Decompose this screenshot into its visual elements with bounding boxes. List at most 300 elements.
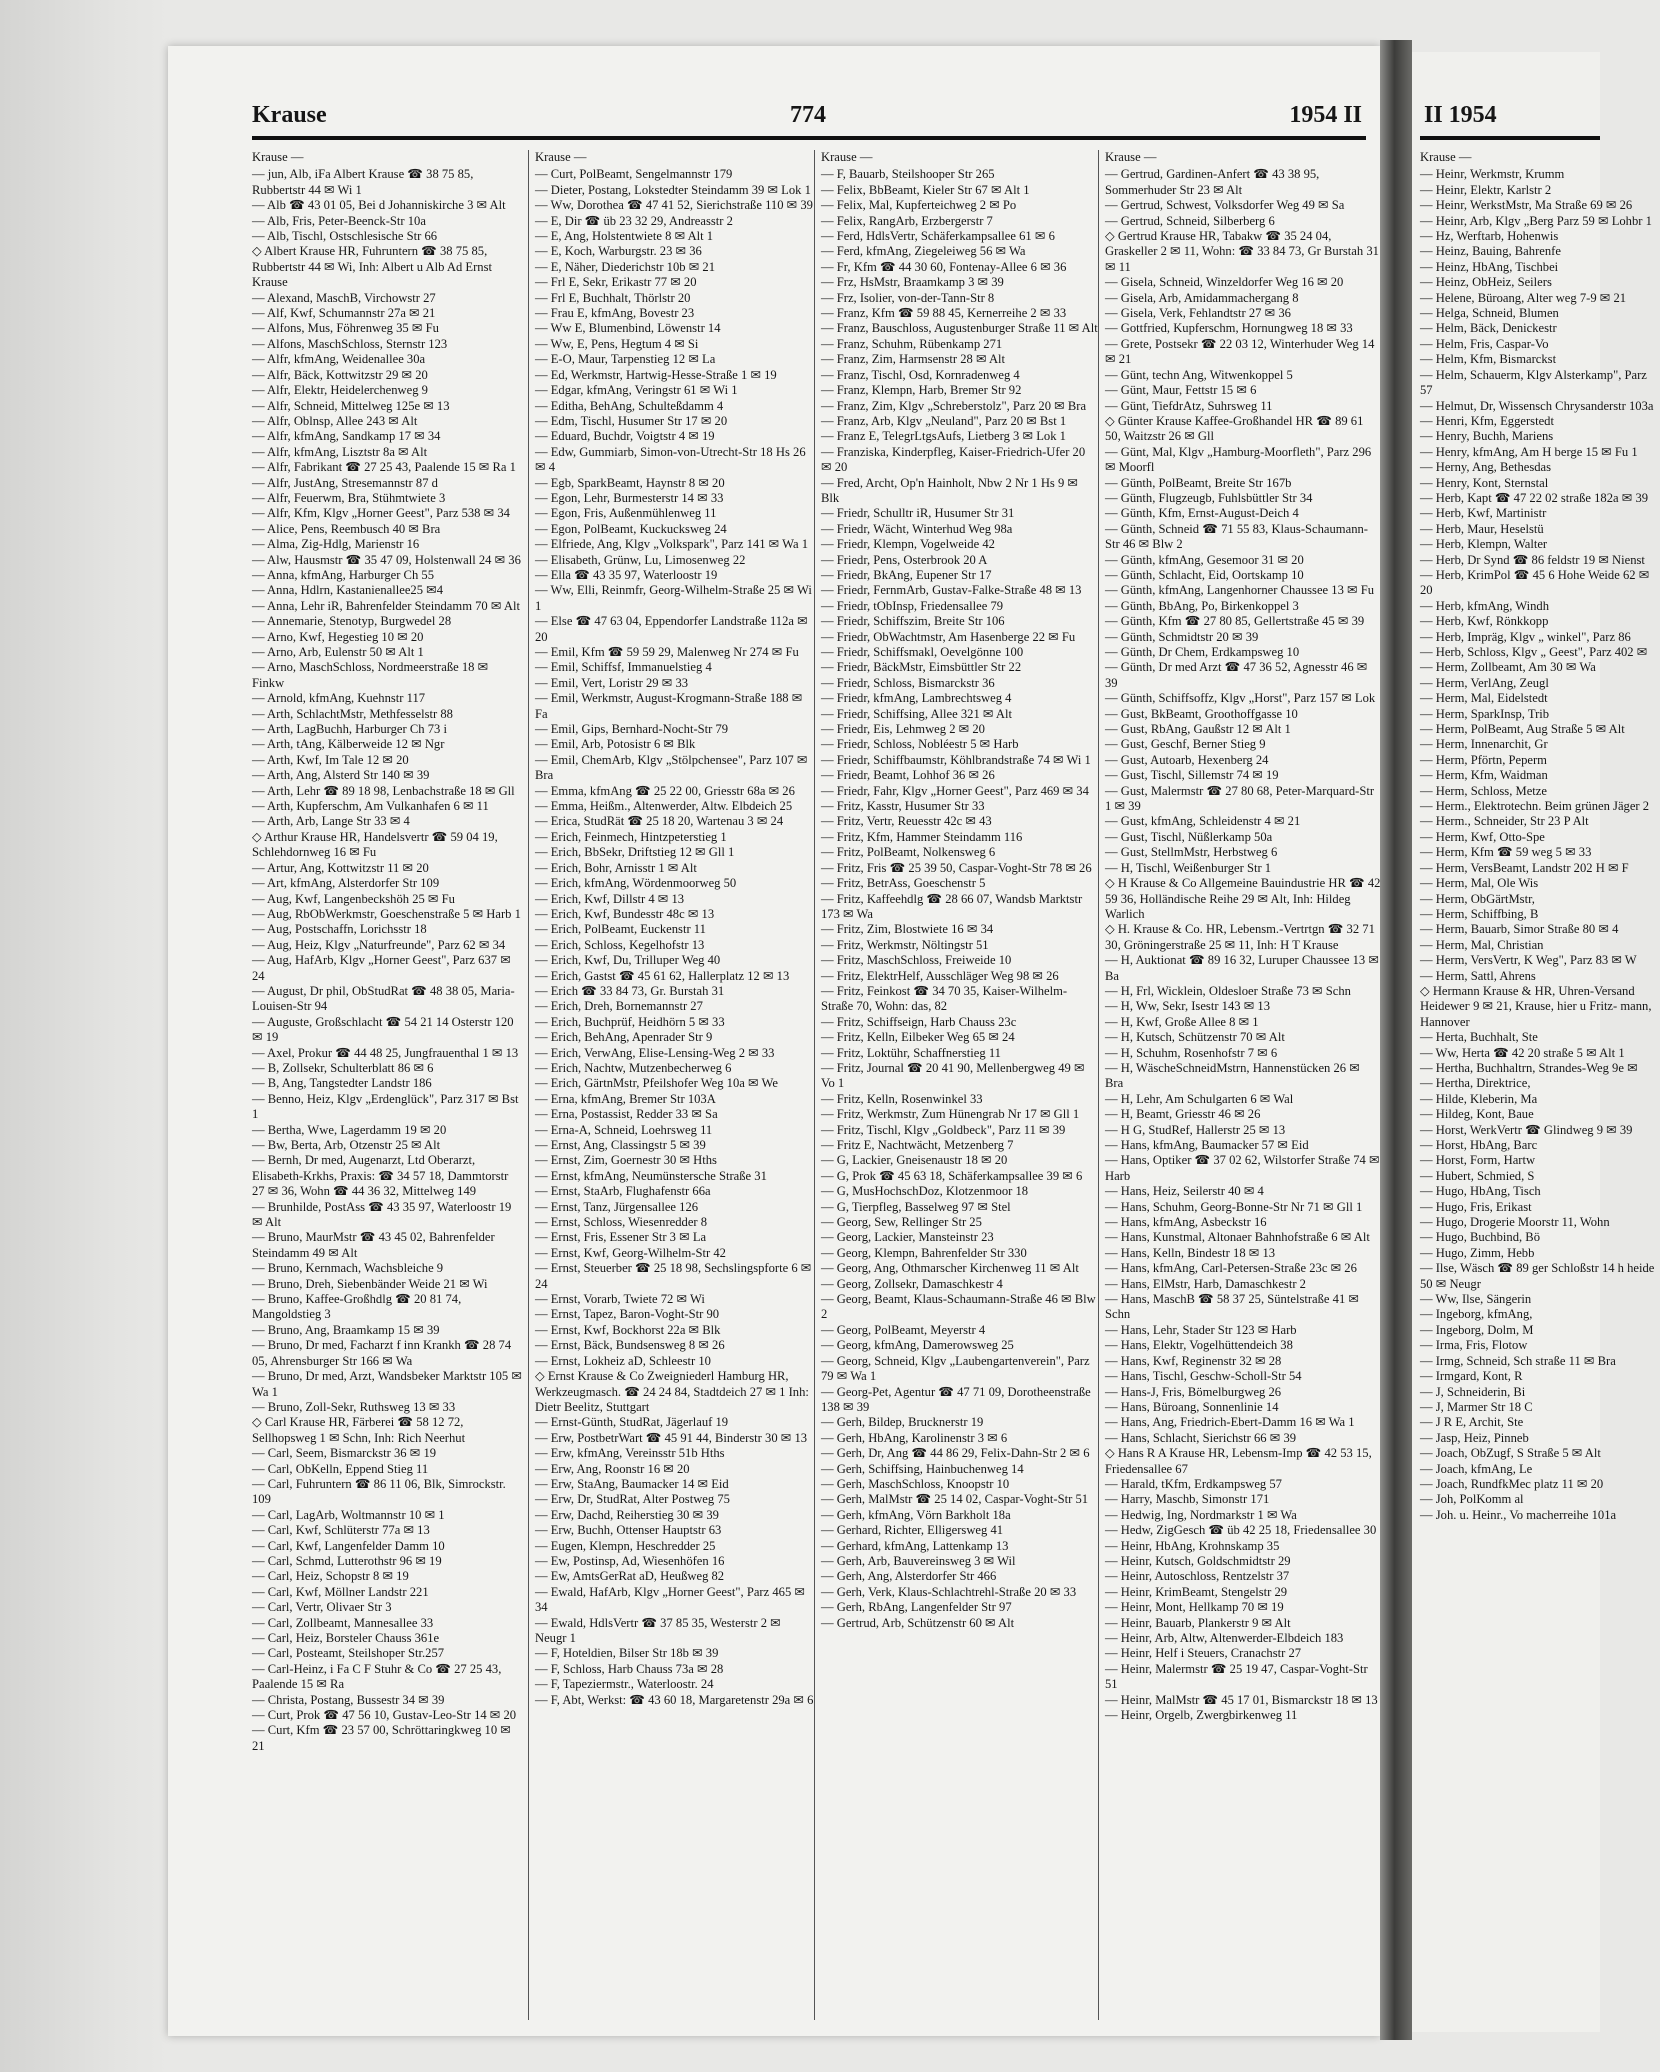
directory-entry: — Ew, AmtsGerRat aD, Heußweg 82 xyxy=(535,1569,725,1584)
directory-entry: — Erich, GärtnMstr, Pfeilshofer Weg 10a ✉ We xyxy=(535,1076,778,1091)
directory-entry: — Alf, Kwf, Schumannstr 27a ✉ 21 xyxy=(252,306,436,321)
directory-entry: — Herm, Sattl, Ahrens xyxy=(1420,968,1536,983)
directory-entry: — Georg, Sew, Rellinger Str 25 xyxy=(821,1215,982,1230)
directory-entry: — Emil, ChemArb, Klgv „Stölpchensee", Parz 107 ✉ Bra xyxy=(535,752,808,783)
directory-entry: — Friedr, BäckMstr, Eimsbüttler Str 22 xyxy=(821,660,1022,675)
directory-entry: — Ww, Ilse, Sängerin xyxy=(1420,1292,1532,1307)
directory-entry: — Horst, Form, Hartw xyxy=(1420,1153,1536,1168)
directory-entry: — Emil, Gips, Bernhard-Nocht-Str 79 xyxy=(535,722,729,737)
directory-entry: — Aug, HafArb, Klgv „Horner Geest", Parz 637 ✉ 24 xyxy=(252,953,511,983)
directory-entry: — Hans, Ang, Friedrich-Ebert-Damm 16 ✉ Wa 1 xyxy=(1105,1415,1355,1430)
directory-entry: — Hedwig, Ing, Nordmarkstr 1 ✉ Wa xyxy=(1105,1507,1297,1522)
directory-entry: — Erna, Postassist, Redder 33 ✉ Sa xyxy=(535,1107,718,1122)
directory-entry: — Arth, tAng, Kälberweide 12 ✉ Ngr xyxy=(252,737,445,752)
directory-entry: — Fritz, Vertr, Reuesstr 42c ✉ 43 xyxy=(821,814,992,829)
directory-entry: — Gerh, Verk, Klaus-Schlachtrehl-Straße 20 ✉ 33 xyxy=(821,1584,1077,1599)
directory-entry: — Emma, Heißm., Altenwerder, Altw. Elbdeich 25 xyxy=(535,799,793,814)
directory-entry: — Ingeborg, Dolm, M xyxy=(1420,1322,1534,1337)
directory-entry: — Herta, Buchhalt, Ste xyxy=(1420,1030,1538,1045)
directory-entry: — Herm., Schneider, Str 23 P Alt xyxy=(1420,814,1589,829)
directory-entry: — Henry, Kont, Sternstal xyxy=(1420,475,1549,490)
directory-entry: — Erich, Feinmech, Hintzpeterstieg 1 xyxy=(535,829,727,844)
column-head: Krause — xyxy=(1105,150,1157,164)
directory-entry: — Joach, RundfkMec platz 11 ✉ 20 xyxy=(1420,1476,1604,1491)
column-head: Krause — xyxy=(821,150,873,164)
directory-entry: — Ernst, Kwf, Georg-Wilhelm-Str 42 xyxy=(535,1245,726,1260)
directory-entry: — Herm, Mal, Eidelstedt xyxy=(1420,691,1548,706)
directory-entry: — F, Bauarb, Steilshooper Str 265 xyxy=(821,167,995,182)
directory-entry: — Emma, kfmAng ☎ 25 22 00, Griesstr 68a ✉ 26 xyxy=(535,783,795,798)
directory-entry: — Anna, kfmAng, Harburger Ch 55 xyxy=(252,567,435,582)
directory-entry: — Elfriede, Ang, Klgv „Volkspark", Parz 141 ✉ Wa 1 xyxy=(535,537,809,552)
directory-entry: — Anna, Lehr iR, Bahrenfelder Steindamm 70 ✉ Alt xyxy=(252,598,520,613)
directory-entry: — Egb, SparkBeamt, Haynstr 8 ✉ 20 xyxy=(535,475,725,490)
directory-entry: — Heinr, Elektr, Karlstr 2 xyxy=(1420,182,1552,197)
directory-entry: — Arth, SchlachtMstr, Methfesselstr 88 xyxy=(252,706,453,721)
directory-entry: — Hans, MaschB ☎ 58 37 25, Süntelstraße 41 ✉ Schn xyxy=(1105,1292,1359,1322)
directory-entry: — Annemarie, Stenotyp, Burgwedel 28 xyxy=(252,614,452,629)
directory-entry: — Georg, Ang, Othmarscher Kirchenweg 11 ✉ Alt xyxy=(821,1261,1079,1276)
directory-entry: — Ernst, Lokheiz aD, Schleestr 10 xyxy=(535,1353,711,1368)
directory-entry: — Alfr, kfmAng, Sandkamp 17 ✉ 34 xyxy=(252,429,441,444)
directory-entry: — Ernst, Tapez, Baron-Voght-Str 90 xyxy=(535,1307,720,1322)
directory-entry: — Fritz, Schiffseign, Harb Chauss 23c xyxy=(821,1014,1017,1029)
directory-entry: — Herm, VersVertr, K Weg", Parz 83 ✉ W xyxy=(1420,953,1637,968)
directory-entry: — Franz, Zim, Klgv „Schreberstolz", Parz 20 ✉ Bra xyxy=(821,398,1087,413)
directory-entry: — Hugo, Zimm, Hebb xyxy=(1420,1245,1535,1260)
directory-entry: — Hertha, Direktrice, xyxy=(1420,1076,1531,1091)
directory-entry: — Ewald, HafArb, Klgv „Horner Geest", Parz 465 ✉ 34 xyxy=(535,1584,805,1615)
directory-entry: — Franz, Zim, Harmsenstr 28 ✉ Alt xyxy=(821,352,1006,367)
directory-entry: — Herm, Mal, Christian xyxy=(1420,937,1544,952)
page-number: 774 xyxy=(790,102,826,128)
directory-entry: — Hans, Tischl, Geschw-Scholl-Str 54 xyxy=(1105,1369,1302,1384)
next-page-column xyxy=(1420,150,1660,2020)
next-page-header xyxy=(1420,100,1600,140)
directory-entry: — Fritz, Zim, Blostwiete 16 ✉ 34 xyxy=(821,922,994,937)
directory-entry: — Fritz, Fris ☎ 25 39 50, Caspar-Voght-Str 78 ✉ 26 xyxy=(821,860,1092,875)
directory-entry: — Franz, Bauschloss, Augustenburger Straße 11 ✉ Alt xyxy=(821,321,1098,336)
directory-entry: — Fritz, Kfm, Hammer Steindamm 116 xyxy=(821,829,1023,844)
directory-entry: — Helm, Fris, Caspar-Vo xyxy=(1420,336,1549,351)
directory-entry: — Alfr, kfmAng, Lisztstr 8a ✉ Alt xyxy=(252,444,428,459)
directory-entry: — Ernst, Kwf, Bockhorst 22a ✉ Blk xyxy=(535,1322,721,1337)
directory-entry: — Herb, Kapt ☎ 47 22 02 straße 182a ✉ 39 xyxy=(1420,490,1649,505)
directory-entry: — Friedr, Beamt, Lohhof 36 ✉ 26 xyxy=(821,768,995,783)
directory-entry: — Herm, Kwf, Otto-Spe xyxy=(1420,829,1545,844)
directory-entry: — Fred, Archt, Op'n Hainholt, Nbw 2 Nr 1 Hs 9 ✉ Blk xyxy=(821,475,1078,505)
directory-entry: — Friedr, FernmArb, Gustav-Falke-Straße 48 ✉ 13 xyxy=(821,583,1082,598)
directory-entry: — Herb, Maur, Heselstü xyxy=(1420,521,1544,536)
directory-entry: — Grete, Postsekr ☎ 22 03 12, Winterhuder Weg 14 ✉ 21 xyxy=(1105,336,1375,367)
directory-entry: — Alfr, JustAng, Stresemannstr 87 d xyxy=(252,475,438,490)
directory-entry: — Carl, Zollbeamt, Mannesallee 33 xyxy=(252,1615,434,1630)
directory-entry: — Gust, Tischl, Sillemstr 74 ✉ 19 xyxy=(1105,768,1279,783)
directory-entry: — Erich, kfmAng, Wördenmoorweg 50 xyxy=(535,876,737,891)
directory-entry: — Hans, Optiker ☎ 37 02 62, Wilstorfer Straße 74 ✉ Harb xyxy=(1105,1153,1380,1183)
directory-entry: — J R E, Archit, Ste xyxy=(1420,1415,1524,1430)
directory-entry: — Eduard, Buchdr, Voigtstr 4 ✉ 19 xyxy=(535,429,715,444)
directory-entry: — Gertrud, Gardinen-Anfert ☎ 43 38 95, Sommerhuder Str 23 ✉ Alt xyxy=(1105,167,1320,197)
directory-entry: — Alfr, Fabrikant ☎ 27 25 43, Paalende 15 ✉ Ra 1 xyxy=(252,460,516,475)
directory-entry: — Herm, Schloss, Metze xyxy=(1420,783,1547,798)
directory-entry: — Carl, LagArb, Woltmannstr 10 ✉ 1 xyxy=(252,1507,445,1522)
directory-entry: — Carl, Schmd, Lutterothstr 96 ✉ 19 xyxy=(252,1553,442,1568)
directory-entry: — Frl E, Buchhalt, Thörlstr 20 xyxy=(535,290,691,305)
book-gutter xyxy=(1380,40,1412,2040)
directory-entry: — Alexand, MaschB, Virchowstr 27 xyxy=(252,290,436,305)
directory-entry: — Ernst, Steuerber ☎ 25 18 98, Sechslingspforte 6 ✉ 24 xyxy=(535,1261,812,1291)
directory-entry: — Herm, VerlAng, Zeugl xyxy=(1420,675,1549,690)
directory-entry: — Ernst, Fris, Essener Str 3 ✉ La xyxy=(535,1230,707,1245)
directory-entry: — Erich, Bohr, Arnisstr 1 ✉ Alt xyxy=(535,860,697,875)
directory-entry: — Friedr, BkAng, Eupener Str 17 xyxy=(821,567,992,582)
directory-entry: — Erna, kfmAng, Bremer Str 103A xyxy=(535,1091,716,1106)
directory-entry: — Georg, Zollsekr, Damaschkestr 4 xyxy=(821,1276,1003,1291)
directory-entry: — Emil, Werkmstr, August-Krogmann-Straße 188 ✉ Fa xyxy=(535,691,803,721)
directory-entry: — Arth, LagBuchh, Harburger Ch 73 i xyxy=(252,722,447,737)
directory-entry: — Frau E, kfmAng, Bovestr 23 xyxy=(535,306,695,321)
directory-entry: — Gerh, MalMstr ☎ 25 14 02, Caspar-Voght-Str 51 xyxy=(821,1492,1089,1507)
directory-entry: — Axel, Prokur ☎ 44 48 25, Jungfrauenthal 1 ✉ 13 xyxy=(252,1045,519,1060)
directory-entry: — Herb, Dr Synd ☎ 86 feldstr 19 ✉ Nienst xyxy=(1420,552,1645,567)
directory-entry: — Fritz, Werkmstr, Nöltingstr 51 xyxy=(821,937,989,952)
directory-entry: — Erich, Kwf, Du, Trilluper Weg 40 xyxy=(535,953,721,968)
directory-entry: — Erich, Dreh, Bornemannstr 27 xyxy=(535,999,703,1014)
directory-entry: — Hugo, Buchbind, Bö xyxy=(1420,1230,1540,1245)
directory-entry: — J, Schneiderin, Bi xyxy=(1420,1384,1526,1399)
directory-entry: — Fritz, Kaffeehdlg ☎ 28 66 07, Wandsb Marktstr 173 ✉ Wa xyxy=(821,891,1083,921)
directory-entry: — H, Auktionat ☎ 89 16 32, Luruper Chaussee 13 ✉ Ba xyxy=(1105,953,1379,983)
directory-entry: — Hildeg, Kont, Baue xyxy=(1420,1107,1534,1122)
directory-entry: ◇ H Krause & Co Allgemeine Bauindustrie HR ☎ 42 59 36, Holländische Reihe 29 ✉ Alt, Inh: Hildeg Warlich xyxy=(1105,876,1381,921)
directory-entry: — H, Schuhm, Rosenhofstr 7 ✉ 6 xyxy=(1105,1045,1278,1060)
directory-entry: — Erich, Schloss, Kegelhofstr 13 xyxy=(535,937,705,952)
directory-entry: — Anna, Hdlrn, Kastanienallee25 ✉4 xyxy=(252,583,444,598)
directory-entry: — Helene, Büroang, Alter weg 7-9 ✉ 21 xyxy=(1420,290,1627,305)
directory-entry: — Hans, Kunstmal, Altonaer Bahnhofstraße 6 ✉ Alt xyxy=(1105,1230,1370,1245)
directory-entry: — Hilde, Kleberin, Ma xyxy=(1420,1091,1538,1106)
directory-entry: — Hans, Kelln, Bindestr 18 ✉ 13 xyxy=(1105,1245,1276,1260)
directory-entry: — Hans, Kwf, Reginenstr 32 ✉ 28 xyxy=(1105,1353,1282,1368)
directory-entry: — Hans, Lehr, Stader Str 123 ✉ Harb xyxy=(1105,1322,1297,1337)
directory-entry: — Helmut, Dr, Wissensch Chrysanderstr 103a xyxy=(1420,398,1654,413)
directory-entry: — Felix, BbBeamt, Kieler Str 67 ✉ Alt 1 xyxy=(821,182,1030,197)
directory-entry: — Heinr, Malermstr ☎ 25 19 47, Caspar-Voght-Str 51 xyxy=(1105,1661,1368,1692)
directory-entry: — Günth, Schlacht, Eid, Oortskamp 10 xyxy=(1105,567,1304,582)
directory-entry: — E, Dir ☎ üb 23 32 29, Andreasstr 2 xyxy=(535,213,733,228)
directory-entry: — Ernst, Tanz, Jürgensallee 126 xyxy=(535,1199,699,1214)
directory-entry: — Herm, Pförtn, Peperm xyxy=(1420,752,1547,767)
directory-entry: — G, Tierpfleg, Basselweg 97 ✉ Stel xyxy=(821,1199,1011,1214)
directory-entry: — Erw, PostbetrWart ☎ 45 91 44, Binderstr 30 ✉ 13 xyxy=(535,1430,808,1445)
directory-entry: ◇ Arthur Krause HR, Handelsvertr ☎ 59 04 19, Schlehdornweg 16 ✉ Fu xyxy=(252,829,498,860)
directory-entry: — Gerhard, kfmAng, Lattenkamp 13 xyxy=(821,1538,1009,1553)
directory-entry: — Elisabeth, Grünw, Lu, Limosenweg 22 xyxy=(535,552,746,567)
directory-entry: — Aug, Postschaffn, Lorichsstr 18 xyxy=(252,922,427,937)
directory-entry: — Emil, Vert, Loristr 29 ✉ 33 xyxy=(535,675,689,690)
directory-entry: — Hans, ElMstr, Harb, Damaschkestr 2 xyxy=(1105,1276,1306,1291)
directory-entry: — Gerh, MaschSchloss, Knoopstr 10 xyxy=(821,1476,1010,1491)
directory-entry: — August, Dr phil, ObStudRat ☎ 48 38 05, Maria-Louisen-Str 94 xyxy=(252,983,515,1014)
directory-entry: — Herm., Elektrotechn. Beim grünen Jäger 2 xyxy=(1420,799,1650,814)
directory-entry: — Alma, Zig-Hdlg, Marienstr 16 xyxy=(252,537,420,552)
directory-entry: — Herm, Bauarb, Simor Straße 80 ✉ 4 xyxy=(1420,922,1619,937)
directory-entry: — Bruno, Ang, Braamkamp 15 ✉ 39 xyxy=(252,1322,440,1337)
directory-entry: — Brunhilde, PostAss ☎ 43 35 97, Waterloostr 19 ✉ Alt xyxy=(252,1199,512,1230)
directory-entry: — Friedr, Schiffsmakl, Oevelgönne 100 xyxy=(821,645,1024,659)
directory-entry: — Curt, Prok ☎ 47 56 10, Gustav-Leo-Str 14 ✉ 20 xyxy=(252,1708,517,1723)
directory-entry: — Friedr, tObInsp, Friedensallee 79 xyxy=(821,598,1004,613)
directory-entry: — Bertha, Wwe, Lagerdamm 19 ✉ 20 xyxy=(252,1122,447,1137)
directory-entry: — Gerh, Ang, Alsterdorfer Str 466 xyxy=(821,1569,997,1584)
directory-entry: — Arth, Kwf, Im Tale 12 ✉ 20 xyxy=(252,752,409,767)
directory-entry: — Carl, Kwf, Langenfelder Damm 10 xyxy=(252,1538,445,1553)
directory-entry: — Carl, Kwf, Schlüterstr 77a ✉ 13 xyxy=(252,1523,430,1538)
directory-entry: — Fritz, Journal ☎ 20 41 90, Mellenbergweg 49 ✉ Vo 1 xyxy=(821,1060,1085,1091)
directory-entry: — Heinr, Arb, Klgv „Berg Parz 59 ✉ Lohbr 1 xyxy=(1420,213,1652,228)
directory-entry: — Erich, Kwf, Bundesstr 48c ✉ 13 xyxy=(535,906,715,921)
next-page-head: II 1954 xyxy=(1424,102,1497,128)
directory-entry: — Hans, Heiz, Seilerstr 40 ✉ 4 xyxy=(1105,1184,1264,1199)
directory-entry: — Horst, WerkVertr ☎ Glindweg 9 ✉ 39 xyxy=(1420,1122,1633,1137)
directory-entry: — E-O, Maur, Tarpenstieg 12 ✉ La xyxy=(535,352,716,367)
directory-entry: — Ernst, Schloss, Wiesenredder 8 xyxy=(535,1215,708,1230)
directory-entry: — Carl, Fuhruntern ☎ 86 11 06, Blk, Simrockstr. 109 xyxy=(252,1476,506,1507)
directory-entry: — Franz, Klempn, Harb, Bremer Str 92 xyxy=(821,383,1022,398)
directory-entry: — Edm, Tischl, Husumer Str 17 ✉ 20 xyxy=(535,413,728,428)
directory-entry: ◇ Hans R A Krause HR, Lebensm-Imp ☎ 42 53 15, Friedensallee 67 xyxy=(1105,1446,1372,1476)
directory-entry: — Franz E, TelegrLtgsAufs, Lietberg 3 ✉ Lok 1 xyxy=(821,429,1066,444)
directory-entry: — Fritz, Kelln, Rosenwinkel 33 xyxy=(821,1091,983,1106)
directory-entry: — Gerh, kfmAng, Vörn Barkholt 18a xyxy=(821,1507,1011,1522)
directory-entry: — Carl, ObKelln, Eppend Stieg 11 xyxy=(252,1461,429,1476)
directory-entry: — Jasp, Heiz, Pinneb xyxy=(1420,1430,1529,1445)
directory-entry: — Joach, ObZugf, S Straße 5 ✉ Alt xyxy=(1420,1446,1601,1461)
directory-entry: — Arno, Kwf, Hegestieg 10 ✉ 20 xyxy=(252,629,424,644)
directory-entry: — Erna-A, Schneid, Loehrsweg 11 xyxy=(535,1122,713,1137)
directory-entry: — Franz, Arb, Klgv „Neuland", Parz 20 ✉ Bst 1 xyxy=(821,413,1067,428)
directory-entry: — H, WäscheSchneidMstrn, Hannenstücken 26 ✉ Bra xyxy=(1105,1060,1360,1091)
directory-entry: — Ed, Werkmstr, Hartwig-Hesse-Straße 1 ✉ 19 xyxy=(535,367,777,382)
directory-entry: — Fritz, MaschSchloss, Freiweide 10 xyxy=(821,953,1012,968)
directory-entry: — Gust, RbAng, Gaußstr 12 ✉ Alt 1 xyxy=(1105,722,1291,737)
directory-entry: — Herm, ObGärtMstr, xyxy=(1420,891,1535,906)
directory-entry: — Herny, Ang, Bethesdas xyxy=(1420,460,1552,475)
directory-entry: — Aug, Kwf, Langenbeckshöh 25 ✉ Fu xyxy=(252,891,455,906)
directory-entry: — F, Schloss, Harb Chauss 73a ✉ 28 xyxy=(535,1661,724,1676)
directory-entry: — Georg, Beamt, Klaus-Schaumann-Straße 46 ✉ Blw 2 xyxy=(821,1292,1096,1322)
directory-entry: — Arth, Kupferschm, Am Vulkanhafen 6 ✉ 11 xyxy=(252,799,489,814)
directory-entry: — Herb, Impräg, Klgv „ winkel", Parz 86 xyxy=(1420,629,1631,644)
directory-entry: — Ernst, Bäck, Bundsensweg 8 ✉ 26 xyxy=(535,1338,725,1353)
directory-entry: — F, Hoteldien, Bilser Str 18b ✉ 39 xyxy=(535,1646,719,1661)
directory-entry: — Friedr, Schiffszim, Breite Str 106 xyxy=(821,614,1005,629)
directory-entry: — Arno, MaschSchloss, Nordmeerstraße 18 ✉ Finkw xyxy=(252,660,489,690)
directory-entry: — Arth, Arb, Lange Str 33 ✉ 4 xyxy=(252,814,410,829)
directory-entry: — Heinr, WerkstMstr, Ma Straße 69 ✉ 26 xyxy=(1420,198,1633,213)
directory-entry: — Herb, Klempn, Walter xyxy=(1420,537,1548,552)
directory-entry: — Ewald, HdlsVertr ☎ 37 85 35, Westerstr 2 ✉ Neugr 1 xyxy=(535,1615,781,1645)
directory-entry: — F, Abt, Werkst: ☎ 43 60 18, Margaretenstr 29a ✉ 6 xyxy=(535,1692,814,1707)
year-volume: 1954 II xyxy=(1289,102,1362,128)
directory-entry: — Ww, E, Pens, Hegtum 4 ✉ Si xyxy=(535,336,699,351)
directory-entry: — Günth, Flugzeugb, Fuhlsbüttler Str 34 xyxy=(1105,490,1313,505)
directory-entry: — Hans, kfmAng, Baumacker 57 ✉ Eid xyxy=(1105,1138,1309,1152)
directory-entry: — Fritz, ElektrHelf, Ausschläger Weg 98 ✉ 26 xyxy=(821,968,1059,983)
directory-entry: — Ernst-Günth, StudRat, Jägerlauf 19 xyxy=(535,1415,729,1430)
directory-entry: — Herb, Kwf, Martinistr xyxy=(1420,506,1547,521)
directory-entry: — Gust, BkBeamt, Groothoffgasse 10 xyxy=(1105,706,1298,721)
directory-entry: — Georg, Schneid, Klgv „Laubengartenverein", Parz 79 ✉ Wa 1 xyxy=(821,1353,1090,1384)
directory-entry: — Emil, Schiffsf, Immanuelstieg 4 xyxy=(535,660,712,675)
directory-entry: — Ernst, Ang, Classingstr 5 ✉ 39 xyxy=(535,1138,706,1152)
directory-entry: — Auguste, Großschlacht ☎ 54 21 14 Osterstr 120 ✉ 19 xyxy=(252,1014,514,1045)
directory-entry: — Carl-Heinz, i Fa C F Stuhr & Co ☎ 27 25 43, Paalende 15 ✉ Ra xyxy=(252,1661,502,1692)
directory-entry: — E, Koch, Warburgstr. 23 ✉ 36 xyxy=(535,244,702,259)
directory-entry: — Herb, Schloss, Klgv „ Geest", Parz 402 ✉ xyxy=(1420,645,1648,659)
scan-margin xyxy=(0,0,170,2072)
directory-entry: — Herb, KrimPol ☎ 45 6 Hohe Weide 62 ✉ 20 xyxy=(1420,567,1650,598)
directory-entry: — Friedr, Schloss, Nobléestr 5 ✉ Harb xyxy=(821,737,1019,752)
directory-entry: — Günth, kfmAng, Gesemoor 31 ✉ 20 xyxy=(1105,552,1304,567)
directory-entry: — Heinz, Bauing, Bahrenfe xyxy=(1420,244,1561,259)
directory-entry: — Friedr, Schloss, Bismarckstr 36 xyxy=(821,675,995,690)
directory-entry: — Ernst, Zim, Goernestr 30 ✉ Hths xyxy=(535,1153,717,1168)
entry-list xyxy=(252,167,522,1754)
column-head: Krause — xyxy=(1420,150,1472,164)
directory-entry: — Alw, Hausmstr ☎ 35 47 09, Holstenwall 24 ✉ 36 xyxy=(252,552,521,567)
directory-entry: — Franz, Kfm ☎ 59 88 45, Kernerreihe 2 ✉ 33 xyxy=(821,306,1067,321)
directory-entry: — Hedw, ZigGesch ☎ üb 42 25 18, Friedensallee 30 xyxy=(1105,1523,1377,1538)
directory-entry: — Günth, PolBeamt, Breite Str 167b xyxy=(1105,475,1292,490)
directory-entry: — Günth, kfmAng, Langenhorner Chaussee 13 ✉ Fu xyxy=(1105,583,1375,598)
directory-entry: — Carl, Seem, Bismarckstr 36 ✉ 19 xyxy=(252,1446,437,1461)
directory-entry: — Carl, Heiz, Borsteler Chauss 361e xyxy=(252,1631,440,1645)
directory-entry: — Hans, Elektr, Vogelhüttendeich 38 xyxy=(1105,1338,1293,1353)
directory-entry: — Günt, Mal, Klgv „Hamburg-Moorfleth", Parz 296 ✉ Moorfl xyxy=(1105,444,1372,475)
directory-entry: — Fritz, PolBeamt, Nolkensweg 6 xyxy=(821,845,996,860)
directory-entry: — Irma, Fris, Flotow xyxy=(1420,1338,1528,1353)
directory-entry: — Alfr, kfmAng, Weidenallee 30a xyxy=(252,352,426,367)
directory-entry: — Heinr, Kutsch, Goldschmidtstr 29 xyxy=(1105,1553,1291,1568)
directory-entry: — Curt, PolBeamt, Sengelmannstr 179 xyxy=(535,167,733,182)
directory-entry: — Hans-J, Fris, Bömelburgweg 26 xyxy=(1105,1384,1282,1399)
directory-entry: — Ella ☎ 43 35 97, Waterloostr 19 xyxy=(535,567,718,582)
directory-entry: — Arnold, kfmAng, Kuehnstr 117 xyxy=(252,691,426,706)
directory-entry: — Günth, Schmidtstr 20 ✉ 39 xyxy=(1105,629,1259,644)
directory-entry: — H, Tischl, Weißenburger Str 1 xyxy=(1105,860,1272,875)
directory-entry: ◇ H. Krause & Co. HR, Lebensm.-Vertrtgn ☎ 32 71 30, Gröningerstraße 25 ✉ 11, Inh: H T Krause xyxy=(1105,922,1375,952)
directory-entry: — Fritz E, Nachtwächt, Metzenberg 7 xyxy=(821,1138,1014,1152)
directory-entry: — Erw, kfmAng, Vereinsstr 51b Hths xyxy=(535,1446,725,1461)
directory-entry: — Henri, Kfm, Eggerstedt xyxy=(1420,413,1554,428)
directory-entry: — Ferd, kfmAng, Ziegeleiweg 56 ✉ Wa xyxy=(821,244,1026,259)
directory-entry: — Aug, RbObWerkmstr, Goeschenstraße 5 ✉ Harb 1 xyxy=(252,906,521,921)
directory-entry: — Georg, PolBeamt, Meyerstr 4 xyxy=(821,1322,986,1337)
directory-entry: — Egon, Lehr, Burmesterstr 14 ✉ 33 xyxy=(535,490,724,505)
directory-entry: — Hans, kfmAng, Carl-Petersen-Straße 23c ✉ 26 xyxy=(1105,1261,1357,1276)
directory-entry: — Helm, Bäck, Denickestr xyxy=(1420,321,1557,336)
directory-entry: — Erich, BehAng, Apenrader Str 9 xyxy=(535,1030,713,1045)
directory-entry: — jun, Alb, iFa Albert Krause ☎ 38 75 85, Rubbertstr 44 ✉ Wi 1 xyxy=(252,167,474,197)
directory-entry: — Heinr, Bauarb, Plankerstr 9 ✉ Alt xyxy=(1105,1615,1291,1630)
directory-entry: — Hertha, Buchhaltrn, Strandes-Weg 9e ✉ xyxy=(1420,1060,1638,1075)
directory-entry: — Georg, kfmAng, Damerowsweg 25 xyxy=(821,1338,1014,1353)
directory-entry: — Günt, Maur, Fettstr 15 ✉ 6 xyxy=(1105,383,1257,398)
directory-entry: — Ww, Herta ☎ 42 20 straße 5 ✉ Alt 1 xyxy=(1420,1045,1625,1060)
column-1 xyxy=(252,150,522,2020)
directory-entry: — Friedr, ObWachtmstr, Am Hasenberge 22 ✉ Fu xyxy=(821,629,1076,644)
directory-entry: — Gertrud, Schwest, Volksdorfer Weg 49 ✉ Sa xyxy=(1105,198,1345,213)
directory-entry: ◇ Günter Krause Kaffee-Großhandel HR ☎ 89 61 50, Waitzstr 26 ✉ Gll xyxy=(1105,413,1364,444)
directory-entry: — H, Beamt, Griesstr 46 ✉ 26 xyxy=(1105,1107,1261,1122)
directory-entry: — G, MusHochschDoz, Klotzenmoor 18 xyxy=(821,1184,1029,1199)
directory-entry: — Ernst, Vorarb, Twiete 72 ✉ Wi xyxy=(535,1292,705,1307)
directory-entry: — Ingeborg, kfmAng, xyxy=(1420,1307,1533,1322)
directory-entry: — Edgar, kfmAng, Veringstr 61 ✉ Wi 1 xyxy=(535,383,738,398)
directory-entry: — Gertrud, Schneid, Silberberg 6 xyxy=(1105,213,1275,228)
running-head-left: Krause xyxy=(252,102,327,128)
directory-entry: — Friedr, Eis, Lehmweg 2 ✉ 20 xyxy=(821,722,985,737)
directory-entry: — Heinr, Autoschloss, Rentzelstr 37 xyxy=(1105,1569,1290,1584)
directory-entry: — Ilse, Wäsch ☎ 89 ger Schloßstr 14 h heide 50 ✉ Neugr xyxy=(1420,1261,1655,1291)
directory-entry: — Gertrud, Arb, Schützenstr 60 ✉ Alt xyxy=(821,1615,1015,1630)
directory-entry: — Friedr, Schiffbaumstr, Köhlbrandstraße 74 ✉ Wi 1 xyxy=(821,752,1091,767)
directory-entry: — Herb, Kwf, Rönkkopp xyxy=(1420,614,1549,629)
entry-list xyxy=(821,167,1098,1631)
directory-entry: — Erich, Nachtw, Mutzenbecherweg 6 xyxy=(535,1060,732,1075)
directory-entry: — Heinr, Mont, Hellkamp 70 ✉ 19 xyxy=(1105,1600,1284,1615)
directory-entry: — Arth, Ang, Alsterd Str 140 ✉ 39 xyxy=(252,768,430,783)
directory-entry: — Günth, Kfm ☎ 27 80 85, Gellertstraße 45 ✉ 39 xyxy=(1105,614,1365,629)
directory-entry: — Irmg, Schneid, Sch straße 11 ✉ Bra xyxy=(1420,1353,1616,1368)
directory-entry: — Gerh, HbAng, Karolinenstr 3 ✉ 6 xyxy=(821,1430,1008,1445)
directory-entry: — Arth, Lehr ☎ 89 18 98, Lenbachstraße 18 ✉ Gll xyxy=(252,783,515,798)
directory-entry: — Hans, Schlacht, Sierichstr 66 ✉ 39 xyxy=(1105,1430,1297,1445)
directory-entry: — Horst, HbAng, Barc xyxy=(1420,1138,1538,1152)
directory-entry: — Alfr, Feuerwm, Bra, Stühmtwiete 3 xyxy=(252,490,446,505)
directory-entry: — Eugen, Klempn, Heschredder 25 xyxy=(535,1538,716,1553)
directory-entry: — Alfons, Mus, Föhrenweg 35 ✉ Fu xyxy=(252,321,439,336)
directory-entry: — Benno, Heiz, Klgv „Erdenglück", Parz 317 ✉ Bst 1 xyxy=(252,1091,519,1122)
directory-entry: — Alb ☎ 43 01 05, Bei d Johanniskirche 3 ✉ Alt xyxy=(252,198,506,213)
directory-entry: — Hubert, Schmied, S xyxy=(1420,1168,1535,1183)
directory-entry: — Ernst, StaArb, Flughafenstr 66a xyxy=(535,1184,711,1199)
directory-entry: — Erich, BbSekr, Driftstieg 12 ✉ Gll 1 xyxy=(535,845,735,860)
directory-entry: — Gerh, Schiffsing, Hainbuchenweg 14 xyxy=(821,1461,1024,1476)
directory-entry: — Else ☎ 47 63 04, Eppendorfer Landstraße 112a ✉ 20 xyxy=(535,614,808,644)
directory-entry: — Georg, Lackier, Mansteinstr 23 xyxy=(821,1230,994,1245)
directory-entry: — Friedr, Klempn, Vogelweide 42 xyxy=(821,537,995,552)
directory-entry: — Christa, Postang, Bussestr 34 ✉ 39 xyxy=(252,1692,445,1707)
directory-entry: — Erw, Dr, StudRat, Alter Postweg 75 xyxy=(535,1492,730,1507)
directory-entry: — Bruno, Dr med, Facharzt f inn Krankh ☎ 28 74 05, Ahrensburger Str 166 ✉ Wa xyxy=(252,1338,512,1368)
directory-entry: — Alfons, MaschSchloss, Sternstr 123 xyxy=(252,336,448,351)
directory-entry: — Günth, BbAng, Po, Birkenkoppel 3 xyxy=(1105,598,1299,613)
directory-entry: — Gerh, Arb, Bauvereinsweg 3 ✉ Wil xyxy=(821,1553,1016,1568)
directory-entry: — Aug, Heiz, Klgv „Naturfreunde", Parz 62 ✉ 34 xyxy=(252,937,506,952)
directory-entry: — Fritz, Kelln, Eilbeker Weg 65 ✉ 24 xyxy=(821,1030,1015,1045)
directory-entry: — Friedr, kfmAng, Lambrechtsweg 4 xyxy=(821,691,1012,706)
directory-entry: — Erw, Buchh, Ottenser Hauptstr 63 xyxy=(535,1523,722,1538)
directory-entry: — Fritz, Tischl, Klgv „Goldbeck", Parz 11 ✉ 39 xyxy=(821,1122,1066,1137)
directory-entry: — Fritz, Loktühr, Schaffnerstieg 11 xyxy=(821,1045,1001,1060)
directory-entry: — Edw, Gummiarb, Simon-von-Utrecht-Str 18 Hs 26 ✉ 4 xyxy=(535,444,806,475)
directory-entry: — Alice, Pens, Reembusch 40 ✉ Bra xyxy=(252,521,441,536)
directory-entry: — H, Ww, Sekr, Isestr 143 ✉ 13 xyxy=(1105,999,1271,1014)
directory-entry: — Fr, Kfm ☎ 44 30 60, Fontenay-Allee 6 ✉ 36 xyxy=(821,259,1067,274)
